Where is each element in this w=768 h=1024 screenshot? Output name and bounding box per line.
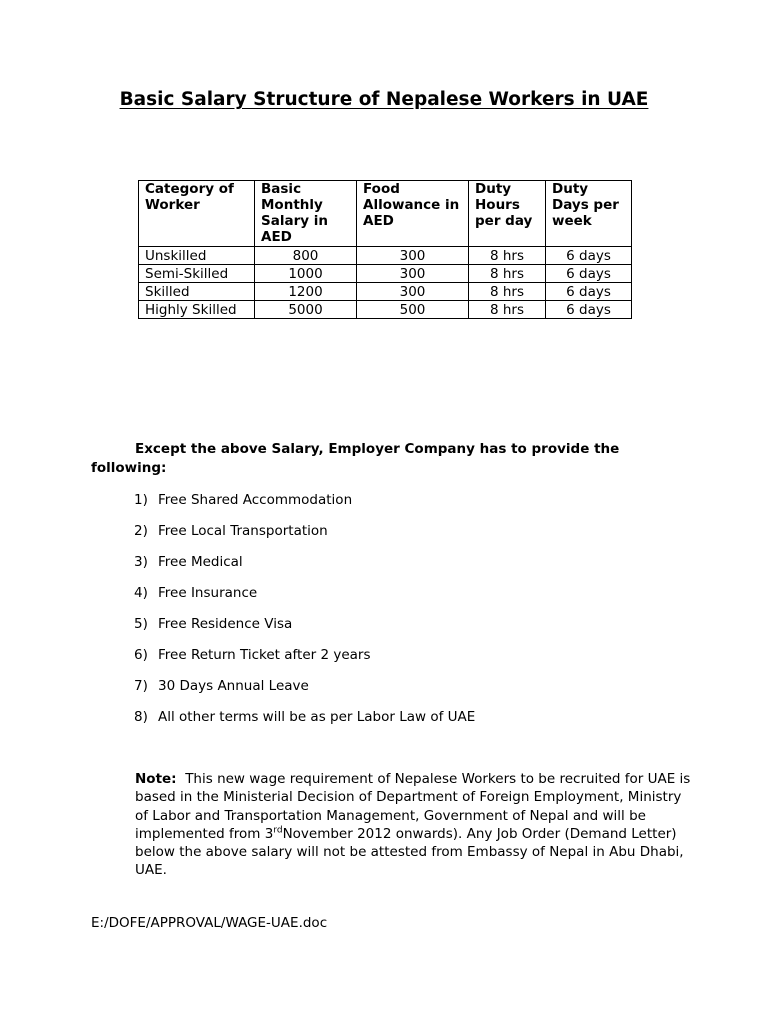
benefits-list (134, 491, 475, 739)
header-duty-days: Duty Days per week (546, 181, 632, 247)
cell-basic-salary: 5000 (255, 301, 357, 319)
list-item-text: Free Local Transportation (158, 523, 328, 539)
header-basic-salary: Basic Monthly Salary in AED (255, 181, 357, 247)
list-item-text: 30 Days Annual Leave (158, 678, 309, 694)
list-item-number: 3) (134, 554, 148, 570)
note-text-before: This new wage requirement of Nepalese Workers to be recruited for UAE is based in the Ministerial Decision of Department of Foreign Employment, Ministry of Labor and Transportation Management, Government of Nepal and will be implemented from 3 (135, 771, 691, 842)
note-superscript: rd (273, 825, 283, 836)
list-item-number: 7) (134, 678, 148, 694)
header-duty-hours: Duty Hours per day (469, 181, 546, 247)
footer-file-path: E:/DOFE/APPROVAL/WAGE-UAE.doc (91, 915, 328, 931)
list-item-number: 4) (134, 585, 148, 601)
cell-food-allowance: 300 (357, 283, 469, 301)
cell-basic-salary: 1000 (255, 265, 357, 283)
list-item (134, 553, 475, 584)
cell-category: Highly Skilled (139, 301, 255, 319)
cell-category: Skilled (139, 283, 255, 301)
list-item (134, 708, 475, 739)
cell-duty-hours: 8 hrs (469, 265, 546, 283)
intro-paragraph (91, 440, 651, 478)
list-item-number: 8) (134, 709, 148, 725)
list-item-text: Free Insurance (158, 585, 258, 601)
cell-food-allowance: 500 (357, 301, 469, 319)
table-row (139, 301, 632, 319)
cell-duty-hours: 8 hrs (469, 301, 546, 319)
cell-duty-days: 6 days (546, 265, 632, 283)
document-title: Basic Salary Structure of Nepalese Workers in UAE (119, 89, 649, 110)
list-item-text: Free Return Ticket after 2 years (158, 647, 371, 663)
cell-duty-days: 6 days (546, 247, 632, 265)
header-category: Category of Worker (139, 181, 255, 247)
cell-basic-salary: 1200 (255, 283, 357, 301)
list-item (134, 584, 475, 615)
table-row (139, 283, 632, 301)
note-paragraph (135, 770, 695, 880)
list-item (134, 491, 475, 522)
cell-basic-salary: 800 (255, 247, 357, 265)
cell-category: Semi-Skilled (139, 265, 255, 283)
note-label: Note: (135, 771, 177, 787)
note-text-after: November 2012 onwards). Any Job Order (Demand Letter) below the above salary will not be attested from Embassy of Nepal in Abu Dhabi, UAE. (135, 825, 684, 879)
list-item (134, 522, 475, 553)
list-item-text: Free Residence Visa (158, 616, 293, 632)
list-item (134, 646, 475, 677)
list-item (134, 677, 475, 708)
cell-category: Unskilled (139, 247, 255, 265)
list-item-number: 2) (134, 523, 148, 539)
list-item (134, 615, 475, 646)
list-item-number: 1) (134, 492, 148, 508)
list-item-text: All other terms will be as per Labor Law of UAE (158, 709, 476, 725)
cell-food-allowance: 300 (357, 247, 469, 265)
intro-text: Except the above Salary, Employer Company has to provide the following: (91, 441, 620, 476)
list-item-text: Free Medical (158, 554, 243, 570)
list-item-number: 5) (134, 616, 148, 632)
table-row (139, 247, 632, 265)
list-item-text: Free Shared Accommodation (158, 492, 353, 508)
cell-duty-days: 6 days (546, 301, 632, 319)
list-item-number: 6) (134, 647, 148, 663)
table-header-row (139, 181, 632, 247)
table-row (139, 265, 632, 283)
cell-duty-hours: 8 hrs (469, 247, 546, 265)
cell-duty-hours: 8 hrs (469, 283, 546, 301)
salary-table (138, 180, 632, 319)
cell-duty-days: 6 days (546, 283, 632, 301)
cell-food-allowance: 300 (357, 265, 469, 283)
header-food-allowance: Food Allowance in AED (357, 181, 469, 247)
